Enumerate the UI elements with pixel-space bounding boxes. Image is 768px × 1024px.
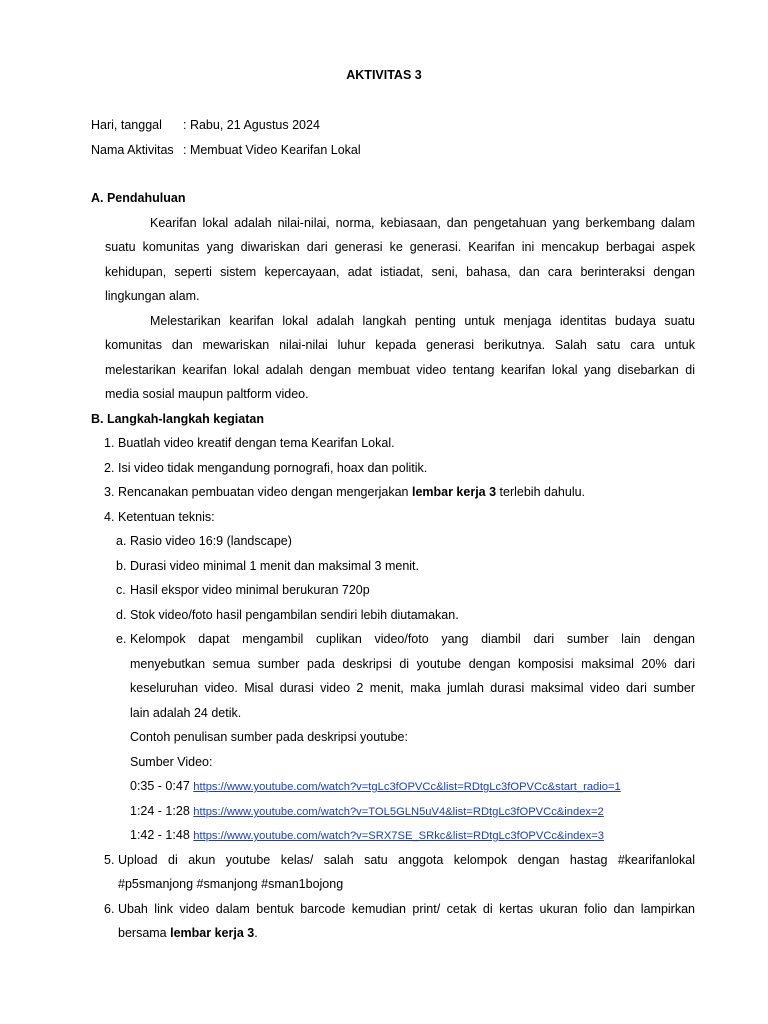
section-a-heading: A. Pendahuluan	[91, 191, 186, 205]
section-b-heading: B. Langkah-langkah kegiatan	[91, 412, 264, 426]
step-5-line: #p5smanjong #smanjong #sman1bojong	[118, 877, 344, 891]
step-3-pre: Rencanakan pembuatan video dengan mengerjakan	[118, 485, 412, 499]
source-time: 1:24 - 1:28	[130, 804, 194, 818]
step-4-text: Ketentuan teknis:	[118, 510, 215, 524]
step-6-pre: bersama	[118, 926, 171, 940]
list-number: 5.	[104, 853, 115, 867]
step-3-text	[118, 485, 585, 499]
list-number: 2.	[104, 461, 115, 475]
intro-paragraph-2-line: Melestarikan kearifan lokal adalah langkah penting untuk menjaga identitas budaya suatu	[150, 314, 695, 328]
sub-item-e-line: lain adalah 24 detik.	[130, 706, 242, 720]
sub-item-e-line: keseluruhan video. Misal durasi video 2 menit, maka jumlah durasi maksimal video dari sumber	[130, 681, 695, 695]
source-link[interactable]: https://www.youtube.com/watch?v=SRX7SE_SRkc&list=RDtgLc3fOPVCc&index=3	[193, 830, 604, 842]
sub-item-e-line: menyebutkan semua sumber pada deskripsi di youtube dengan komposisi maksimal 20% dari	[130, 657, 695, 671]
sub-letter: b.	[116, 559, 127, 573]
intro-paragraph-2-line: melestarikan kearifan lokal adalah dengan membuat video tentang kearifan lokal yang disebarkan di	[105, 363, 695, 377]
step-6-line	[118, 926, 258, 940]
source-label: Sumber Video:	[130, 755, 213, 769]
step-5-line: Upload di akun youtube kelas/ salah satu anggota kelompok dengan hastag #kearifanlokal	[118, 853, 695, 867]
sub-letter: a.	[116, 534, 127, 548]
intro-paragraph-1-line: kehidupan, seperti sistem kepercayaan, adat istiadat, seni, bahasa, dan cara berinteraksi dengan	[105, 265, 695, 279]
sub-item-e-line: Kelompok dapat mengambil cuplikan video/foto yang diambil dari sumber lain dengan	[130, 632, 695, 646]
intro-paragraph-1-line: lingkungan alam.	[105, 289, 200, 303]
sub-item-b-text: Durasi video minimal 1 menit dan maksimal 3 menit.	[130, 559, 419, 573]
sub-item-d-text: Stok video/foto hasil pengambilan sendiri lebih diutamakan.	[130, 608, 459, 622]
step-6-bold: lembar kerja 3	[170, 926, 255, 940]
sub-letter: c.	[116, 583, 126, 597]
list-number: 3.	[104, 485, 115, 499]
day-label: Hari, tanggal	[91, 118, 162, 132]
sub-item-a-text: Rasio video 16:9 (landscape)	[130, 534, 292, 548]
sub-letter: e.	[116, 632, 127, 646]
intro-paragraph-1-line: Kearifan lokal adalah nilai-nilai, norma, kebiasaan, dan pengetahuan yang berkembang dalam	[150, 216, 695, 230]
list-number: 4.	[104, 510, 115, 524]
step-3-bold: lembar kerja 3	[411, 485, 497, 499]
step-2-text: Isi video tidak mengandung pornografi, hoax dan politik.	[118, 461, 428, 475]
source-link[interactable]: https://www.youtube.com/watch?v=TOL5GLN5uV4&list=RDtgLc3fOPVCc&index=2	[193, 806, 604, 818]
step-6-post: .	[254, 926, 258, 940]
source-entry	[130, 804, 604, 818]
list-number: 1.	[104, 436, 115, 450]
intro-paragraph-1-line: suatu komunitas yang diwariskan dari generasi ke generasi. Kearifan ini mencakup berbagai aspek	[105, 240, 695, 254]
example-intro: Contoh penulisan sumber pada deskripsi youtube:	[130, 730, 408, 744]
sub-item-c-text: Hasil ekspor video minimal berukuran 720p	[130, 583, 370, 597]
source-entry	[130, 828, 604, 842]
source-link[interactable]: https://www.youtube.com/watch?v=tgLc3fOPVCc&list=RDtgLc3fOPVCc&start_radio=1	[193, 781, 621, 793]
source-entry	[130, 779, 621, 793]
activity-name-value: : Membuat Video Kearifan Lokal	[183, 143, 361, 157]
page-title: AKTIVITAS 3	[346, 68, 422, 82]
source-time: 0:35 - 0:47	[130, 779, 194, 793]
activity-name-label: Nama Aktivitas	[91, 143, 174, 157]
step-6-line: Ubah link video dalam bentuk barcode kemudian print/ cetak di kertas ukuran folio dan lampirkan	[118, 902, 695, 916]
sub-letter: d.	[116, 608, 127, 622]
day-value: : Rabu, 21 Agustus 2024	[183, 118, 320, 132]
intro-paragraph-2-line: media sosial maupun paltform video.	[105, 387, 309, 401]
step-3-post: terlebih dahulu.	[496, 485, 586, 499]
list-number: 6.	[104, 902, 115, 916]
intro-paragraph-2-line: komunitas dan mewariskan nilai-nilai luhur kepada generasi berikutnya. Salah satu cara untuk	[105, 338, 695, 352]
step-1-text: Buatlah video kreatif dengan tema Kearifan Lokal.	[118, 436, 395, 450]
source-time: 1:42 - 1:48	[130, 828, 194, 842]
